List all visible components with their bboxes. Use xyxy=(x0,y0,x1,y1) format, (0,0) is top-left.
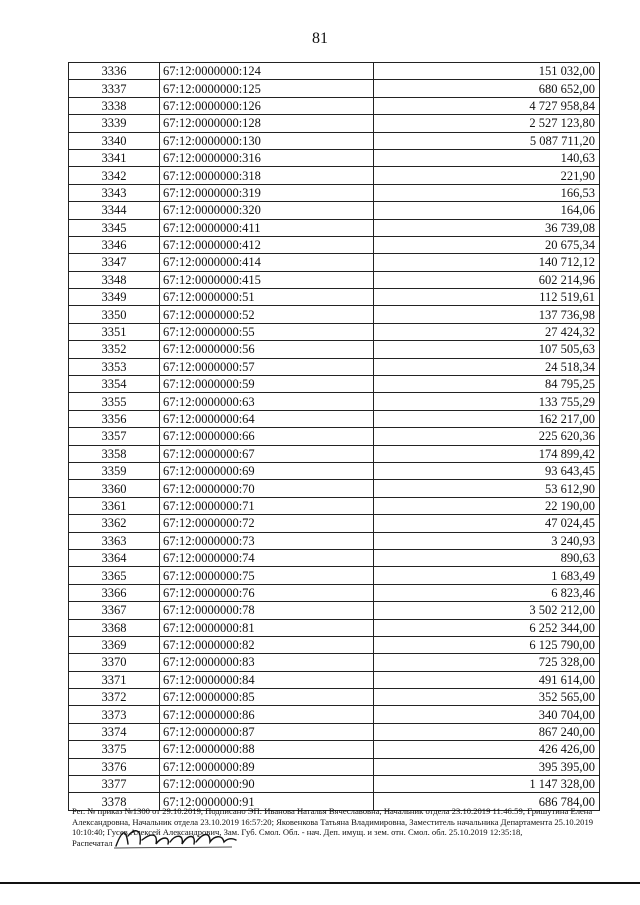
table-row xyxy=(69,63,600,80)
amount: 27 424,32 xyxy=(374,323,600,340)
row-number: 3375 xyxy=(69,741,160,758)
amount: 340 704,00 xyxy=(374,706,600,723)
table-row xyxy=(69,636,600,653)
table-row xyxy=(69,515,600,532)
table-row xyxy=(69,689,600,706)
page-number: 81 xyxy=(312,30,328,47)
amount: 890,63 xyxy=(374,549,600,566)
table-row xyxy=(69,445,600,462)
row-number: 3360 xyxy=(69,480,160,497)
cadastral-number: 67:12:0000000:64 xyxy=(160,410,374,427)
cadastral-number: 67:12:0000000:75 xyxy=(160,567,374,584)
cadastral-number: 67:12:0000000:74 xyxy=(160,549,374,566)
cadastral-number: 67:12:0000000:87 xyxy=(160,723,374,740)
cadastral-number: 67:12:0000000:66 xyxy=(160,428,374,445)
amount: 22 190,00 xyxy=(374,497,600,514)
table-row xyxy=(69,323,600,340)
amount: 107 505,63 xyxy=(374,341,600,358)
row-number: 3344 xyxy=(69,202,160,219)
amount: 47 024,45 xyxy=(374,515,600,532)
row-number: 3342 xyxy=(69,167,160,184)
cadastral-number: 67:12:0000000:316 xyxy=(160,149,374,166)
table-row xyxy=(69,532,600,549)
table-row xyxy=(69,549,600,566)
amount: 84 795,25 xyxy=(374,376,600,393)
amount: 225 620,36 xyxy=(374,428,600,445)
amount: 1 147 328,00 xyxy=(374,776,600,793)
row-number: 3343 xyxy=(69,184,160,201)
amount: 24 518,34 xyxy=(374,358,600,375)
amount: 491 614,00 xyxy=(374,671,600,688)
amount: 6 125 790,00 xyxy=(374,636,600,653)
amount: 426 426,00 xyxy=(374,741,600,758)
row-number: 3373 xyxy=(69,706,160,723)
amount: 53 612,90 xyxy=(374,480,600,497)
row-number: 3349 xyxy=(69,289,160,306)
table-row xyxy=(69,306,600,323)
cadastral-number: 67:12:0000000:72 xyxy=(160,515,374,532)
row-number: 3367 xyxy=(69,602,160,619)
table-row xyxy=(69,741,600,758)
row-number: 3370 xyxy=(69,654,160,671)
amount: 602 214,96 xyxy=(374,271,600,288)
table-row xyxy=(69,584,600,601)
amount: 137 736,98 xyxy=(374,306,600,323)
table-row xyxy=(69,80,600,97)
cadastral-number: 67:12:0000000:63 xyxy=(160,393,374,410)
table-row xyxy=(69,167,600,184)
amount: 166,53 xyxy=(374,184,600,201)
signature-line-1: Рег. № приказ №1300 от 29.10.2019, Подписано ЭП: Иванова Наталья Вячеславовна, Начальник отдела 23.10.2019 11:46:59; Гришутина Елена xyxy=(72,806,593,816)
registry-table xyxy=(68,62,600,811)
row-number: 3350 xyxy=(69,306,160,323)
row-number: 3353 xyxy=(69,358,160,375)
cadastral-number: 67:12:0000000:412 xyxy=(160,236,374,253)
cadastral-number: 67:12:0000000:319 xyxy=(160,184,374,201)
row-number: 3372 xyxy=(69,689,160,706)
table-row xyxy=(69,271,600,288)
signature-line-2: Александровна, Начальник отдела 23.10.2019 16:57:20; Яковенкова Татьяна Владимировна, Заместитель начальника Департамента 25.10.2019 xyxy=(72,816,594,827)
row-number: 3376 xyxy=(69,758,160,775)
row-number: 3355 xyxy=(69,393,160,410)
amount: 3 240,93 xyxy=(374,532,600,549)
amount: 174 899,42 xyxy=(374,445,600,462)
table-row xyxy=(69,149,600,166)
cadastral-number: 67:12:0000000:81 xyxy=(160,619,374,636)
amount: 352 565,00 xyxy=(374,689,600,706)
amount: 5 087 711,20 xyxy=(374,132,600,149)
cadastral-number: 67:12:0000000:78 xyxy=(160,602,374,619)
row-number: 3347 xyxy=(69,254,160,271)
amount: 221,90 xyxy=(374,167,600,184)
cadastral-number: 67:12:0000000:82 xyxy=(160,636,374,653)
table-row xyxy=(69,115,600,132)
cadastral-number: 67:12:0000000:55 xyxy=(160,323,374,340)
row-number: 3368 xyxy=(69,619,160,636)
amount: 140 712,12 xyxy=(374,254,600,271)
signature-line-3: 10:10:40; Гусев Алексей Александрович, Зам. Губ. Смол. Обл. - нач. Деп. имущ. и зем. отн. Смол. обл. 25.10.2019 12:35:18, xyxy=(72,827,523,838)
amount: 140,63 xyxy=(374,149,600,166)
cadastral-number: 67:12:0000000:71 xyxy=(160,497,374,514)
row-number: 3339 xyxy=(69,115,160,132)
table-row xyxy=(69,219,600,236)
cadastral-number: 67:12:0000000:91 xyxy=(160,793,374,810)
cadastral-number: 67:12:0000000:83 xyxy=(160,654,374,671)
table-row xyxy=(69,184,600,201)
cadastral-number: 67:12:0000000:88 xyxy=(160,741,374,758)
table-row xyxy=(69,236,600,253)
table-row xyxy=(69,480,600,497)
cadastral-number: 67:12:0000000:67 xyxy=(160,445,374,462)
row-number: 3366 xyxy=(69,584,160,601)
cadastral-number: 67:12:0000000:125 xyxy=(160,80,374,97)
amount: 686 784,00 xyxy=(374,793,600,810)
cadastral-number: 67:12:0000000:86 xyxy=(160,706,374,723)
cadastral-number: 67:12:0000000:126 xyxy=(160,97,374,114)
table-row xyxy=(69,376,600,393)
table-body xyxy=(69,63,600,811)
table-row xyxy=(69,428,600,445)
amount: 4 727 958,84 xyxy=(374,97,600,114)
row-number: 3359 xyxy=(69,462,160,479)
table-row xyxy=(69,462,600,479)
table-row xyxy=(69,497,600,514)
row-number: 3364 xyxy=(69,549,160,566)
amount: 162 217,00 xyxy=(374,410,600,427)
cadastral-number: 67:12:0000000:318 xyxy=(160,167,374,184)
amount: 680 652,00 xyxy=(374,80,600,97)
amount: 1 683,49 xyxy=(374,567,600,584)
row-number: 3357 xyxy=(69,428,160,445)
table-row xyxy=(69,132,600,149)
cadastral-number: 67:12:0000000:124 xyxy=(160,63,374,80)
cadastral-number: 67:12:0000000:73 xyxy=(160,532,374,549)
amount: 20 675,34 xyxy=(374,236,600,253)
cadastral-number: 67:12:0000000:128 xyxy=(160,115,374,132)
amount: 151 032,00 xyxy=(374,63,600,80)
table-row xyxy=(69,776,600,793)
table-row xyxy=(69,202,600,219)
row-number: 3336 xyxy=(69,63,160,80)
row-number: 3337 xyxy=(69,80,160,97)
handwritten-signature xyxy=(112,826,242,850)
cadastral-number: 67:12:0000000:84 xyxy=(160,671,374,688)
cadastral-number: 67:12:0000000:57 xyxy=(160,358,374,375)
amount: 133 755,29 xyxy=(374,393,600,410)
cadastral-number: 67:12:0000000:69 xyxy=(160,462,374,479)
table-row xyxy=(69,410,600,427)
cadastral-number: 67:12:0000000:130 xyxy=(160,132,374,149)
row-number: 3346 xyxy=(69,236,160,253)
row-number: 3362 xyxy=(69,515,160,532)
cadastral-number: 67:12:0000000:90 xyxy=(160,776,374,793)
amount: 6 252 344,00 xyxy=(374,619,600,636)
row-number: 3374 xyxy=(69,723,160,740)
row-number: 3354 xyxy=(69,376,160,393)
row-number: 3345 xyxy=(69,219,160,236)
amount: 867 240,00 xyxy=(374,723,600,740)
table-row xyxy=(69,654,600,671)
row-number: 3365 xyxy=(69,567,160,584)
row-number: 3363 xyxy=(69,532,160,549)
row-number: 3378 xyxy=(69,793,160,810)
cadastral-number: 67:12:0000000:59 xyxy=(160,376,374,393)
table-row xyxy=(69,567,600,584)
row-number: 3338 xyxy=(69,97,160,114)
row-number: 3356 xyxy=(69,410,160,427)
amount: 2 527 123,80 xyxy=(374,115,600,132)
row-number: 3369 xyxy=(69,636,160,653)
cadastral-number: 67:12:0000000:414 xyxy=(160,254,374,271)
table-row xyxy=(69,341,600,358)
cadastral-number: 67:12:0000000:51 xyxy=(160,289,374,306)
cadastral-number: 67:12:0000000:76 xyxy=(160,584,374,601)
table-row xyxy=(69,706,600,723)
row-number: 3377 xyxy=(69,776,160,793)
table-row xyxy=(69,671,600,688)
row-number: 3340 xyxy=(69,132,160,149)
amount: 395 395,00 xyxy=(374,758,600,775)
cadastral-number: 67:12:0000000:411 xyxy=(160,219,374,236)
amount: 6 823,46 xyxy=(374,584,600,601)
row-number: 3358 xyxy=(69,445,160,462)
cadastral-number: 67:12:0000000:320 xyxy=(160,202,374,219)
amount: 93 643,45 xyxy=(374,462,600,479)
amount: 112 519,61 xyxy=(374,289,600,306)
table-row xyxy=(69,289,600,306)
row-number: 3348 xyxy=(69,271,160,288)
row-number: 3371 xyxy=(69,671,160,688)
cadastral-number: 67:12:0000000:415 xyxy=(160,271,374,288)
amount: 36 739,08 xyxy=(374,219,600,236)
table-row xyxy=(69,393,600,410)
amount: 164,06 xyxy=(374,202,600,219)
cadastral-number: 67:12:0000000:56 xyxy=(160,341,374,358)
printed-by-label: Распечатал xyxy=(72,838,113,848)
table-row xyxy=(69,758,600,775)
table-row xyxy=(69,97,600,114)
table-row xyxy=(69,602,600,619)
table-row xyxy=(69,254,600,271)
table-row xyxy=(69,358,600,375)
amount: 3 502 212,00 xyxy=(374,602,600,619)
table-row xyxy=(69,723,600,740)
amount: 725 328,00 xyxy=(374,654,600,671)
cadastral-number: 67:12:0000000:70 xyxy=(160,480,374,497)
row-number: 3351 xyxy=(69,323,160,340)
cadastral-number: 67:12:0000000:85 xyxy=(160,689,374,706)
row-number: 3352 xyxy=(69,341,160,358)
cadastral-number: 67:12:0000000:52 xyxy=(160,306,374,323)
table-row xyxy=(69,619,600,636)
bottom-rule xyxy=(0,882,640,884)
row-number: 3361 xyxy=(69,497,160,514)
row-number: 3341 xyxy=(69,149,160,166)
cadastral-number: 67:12:0000000:89 xyxy=(160,758,374,775)
